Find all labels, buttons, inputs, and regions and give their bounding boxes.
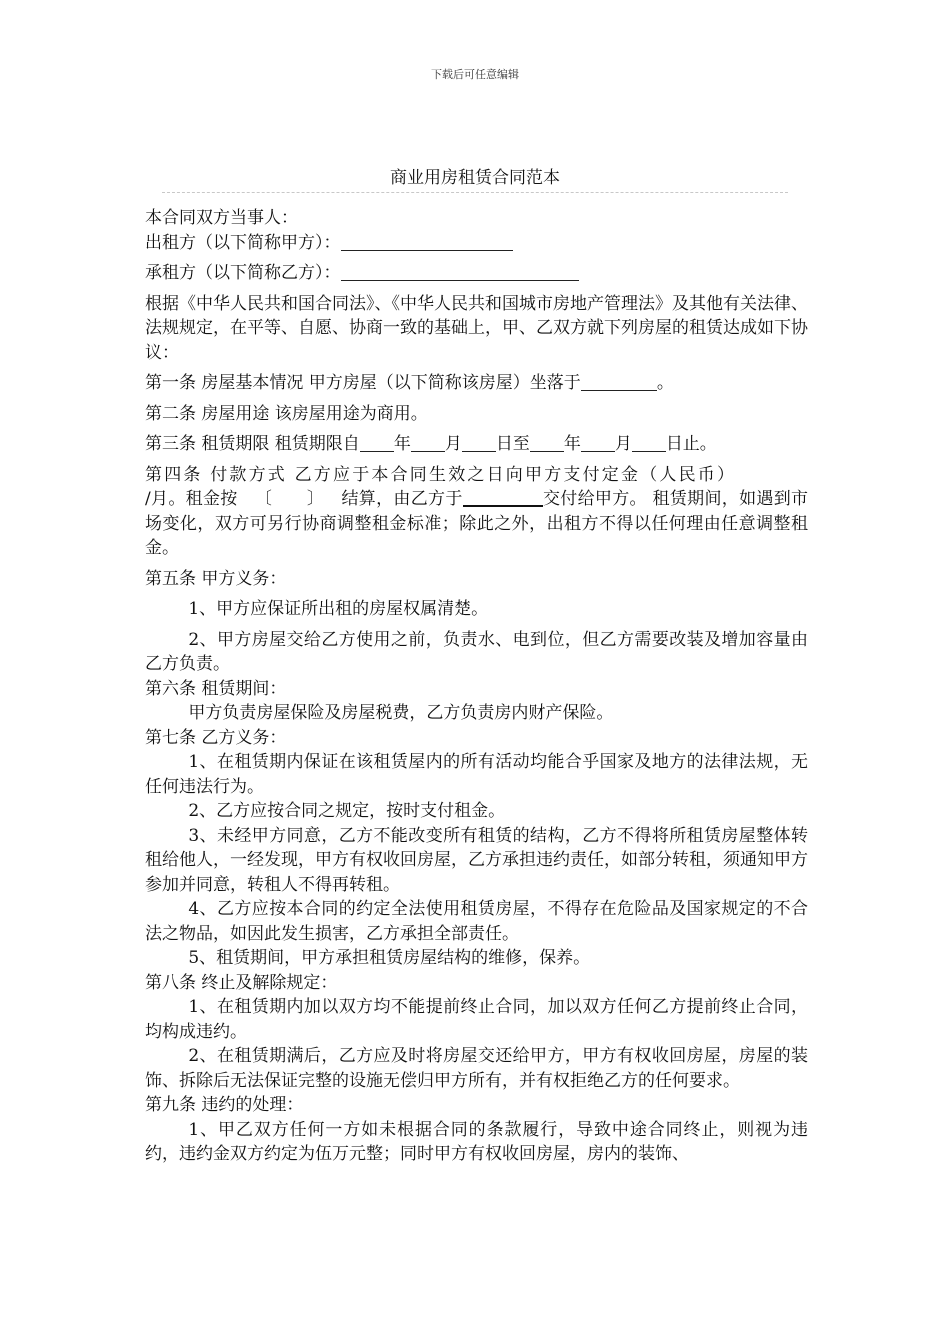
header-note: 下载后可任意编辑 — [431, 68, 519, 81]
start-month-blank[interactable] — [411, 435, 445, 452]
article-4-p2: 结算，由乙方于 — [341, 489, 463, 509]
article-8-item: 1、在租赁期内加以双方均不能提前终止合同，加以双方任何乙方提前终止合同，均构成违约。 — [145, 997, 808, 1042]
lessee-line — [145, 261, 808, 286]
start-day-blank[interactable] — [462, 435, 496, 452]
lessor-line — [145, 231, 808, 256]
article-7-heading: 第七条 乙方义务： — [145, 727, 287, 748]
article-5-item: 2、甲方房屋交给乙方使用之前，负责水、电到位，但乙方需要改装及增加容量由乙方负责。 — [145, 629, 808, 674]
article-5-item: 1、甲方应保证所出租的房屋权属清楚。 — [188, 599, 489, 619]
location-blank[interactable] — [581, 374, 657, 391]
article-7-item: 5、租赁期间，甲方承担租赁房屋结构的维修，保养。 — [188, 948, 591, 968]
lessor-label: 出租方（以下简称甲方）： — [145, 232, 341, 253]
end-day-blank[interactable] — [632, 435, 666, 452]
lessee-label: 承租方（以下简称乙方）： — [145, 263, 341, 283]
article-3 — [145, 432, 808, 457]
article-4-p3: 交付给甲方。 租赁期间，如遇到市场变化，双方可另行协商调整租金标准；除此之外，出租方不得以任何理由任意调整租金。 — [145, 489, 809, 558]
article-7-item: 3、未经甲方同意，乙方不能改变所有租赁的结构，乙方不得将所租赁房屋整体转租给他人，一经发现，甲方有权收回房屋，乙方承担违约责任，如部分转租，须通知甲方参加并同意，转租人不得再转租。 — [145, 825, 808, 895]
lessee-blank[interactable] — [341, 264, 579, 281]
document-title: 商业用房租赁合同范本 — [390, 168, 560, 188]
article-6-heading: 第六条 租赁期间： — [145, 678, 287, 699]
end-month-blank[interactable] — [581, 435, 615, 452]
article-1 — [145, 371, 808, 396]
start-year-blank[interactable] — [360, 435, 394, 452]
parties-intro: 本合同双方当事人： — [145, 208, 298, 228]
article-7-item: 1、在租赁期内保证在该租赁屋内的所有活动均能合乎国家及地方的法律法规，无任何违法行为。 — [145, 752, 808, 797]
article-8-heading: 第八条 终止及解除规定： — [145, 972, 338, 993]
article-7-item: 4、乙方应按本合同的约定全法使用租赁房屋，不得存在危险品及国家规定的不合法之物品，如因此发生损害，乙方承担全部责任。 — [145, 899, 808, 944]
end-year-blank[interactable] — [530, 435, 564, 452]
article-1-text: 第一条 房屋基本情况 甲方房屋（以下简称该房屋）坐落于 — [145, 373, 581, 393]
payment-date-blank[interactable] — [463, 489, 543, 507]
article-7-item: 2、乙方应按合同之规定，按时支付租金。 — [188, 801, 506, 821]
year-label: 年 — [563, 434, 581, 454]
contract-body — [145, 206, 808, 1167]
day-to-label: 日至 — [495, 434, 530, 454]
article-8-item: 2、在租赁期满后，乙方应及时将房屋交还给甲方，甲方有权收回房屋，房屋的装饰、拆除后无法保证完整的设施无偿归甲方所有，并有权拒绝乙方的任何要求。 — [145, 1046, 808, 1091]
month-label: 月 — [614, 434, 632, 454]
article-9-item: 1、甲乙双方任何一方如未根据合同的条款履行，导致中途合同终止，则视为违约，违约金双方约定为伍万元整；同时甲方有权收回房屋，房内的装饰、 — [145, 1119, 808, 1164]
article-2: 第二条 房屋用途 该房屋用途为商用。 — [145, 403, 428, 424]
article-9-heading: 第九条 违约的处理： — [145, 1095, 304, 1115]
month-label: 月 — [444, 434, 462, 454]
article-1-suffix: 。 — [656, 373, 674, 393]
article-5-heading: 第五条 甲方义务： — [145, 568, 287, 589]
article-6-text: 甲方负责房屋保险及房屋税费，乙方负责房内财产保险。 — [188, 703, 614, 723]
settlement-bracket[interactable]: 〔 〕 — [254, 489, 325, 509]
lessor-blank[interactable] — [341, 234, 513, 251]
article-3-text: 第三条 租赁期限 租赁期限自 — [145, 434, 360, 454]
article-4-p1: /月。租金按 — [145, 489, 238, 509]
article-4-body — [145, 487, 808, 561]
preamble: 根据《中华人民共和国合同法》、《中华人民共和国城市房地产管理法》及其他有关法律、法规规定，在平等、自愿、协商一致的基础上，甲、乙双方就下列房屋的租赁达成如下协议： — [145, 293, 808, 363]
year-label: 年 — [393, 434, 411, 454]
day-end-label: 日止。 — [665, 434, 717, 454]
article-4-line1: 第四条 付款方式 乙方应于本合同生效之日向甲方支付定金（人民币） — [145, 464, 737, 485]
title-divider — [162, 192, 788, 193]
